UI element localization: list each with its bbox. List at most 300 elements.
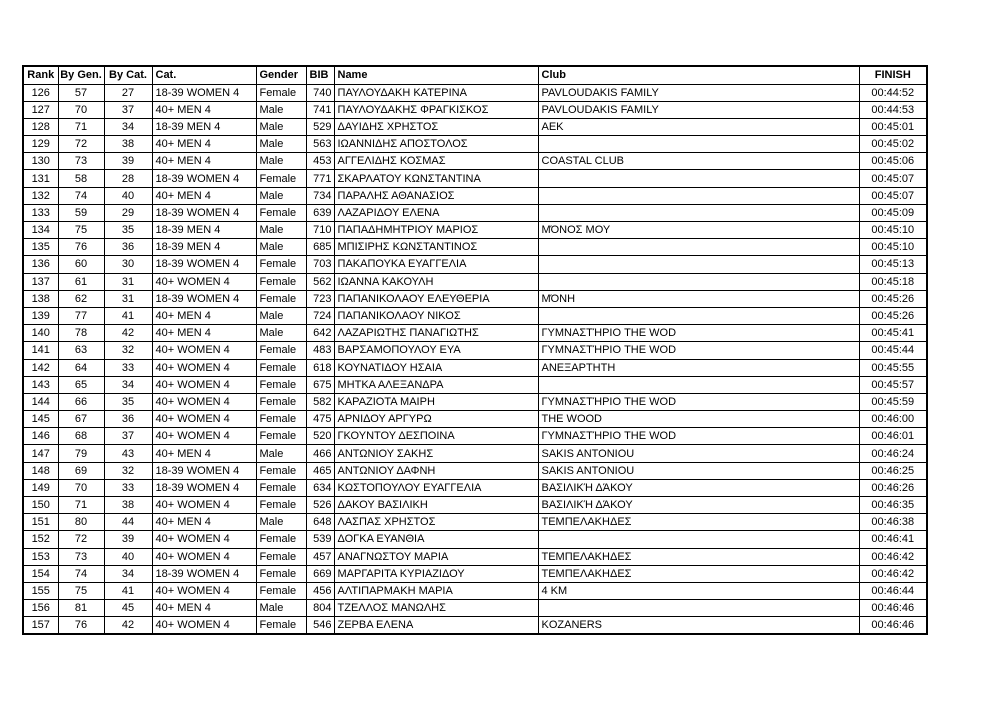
- cell-gender: Female: [256, 531, 306, 548]
- table-row: [23, 136, 927, 153]
- cell-bib: 456: [306, 582, 334, 599]
- cell-gender: Female: [256, 376, 306, 393]
- cell-by-gen: 71: [58, 118, 104, 135]
- cell-by-cat: 37: [104, 428, 152, 445]
- cell-cat: 40+ MEN 4: [152, 600, 256, 617]
- cell-club: ΓΥΜΝΑΣΤΉΡΙΟ THE WOD: [538, 342, 859, 359]
- cell-rank: 152: [23, 531, 58, 548]
- cell-club: 4 KM: [538, 582, 859, 599]
- cell-cat: 18-39 MEN 4: [152, 239, 256, 256]
- cell-rank: 131: [23, 170, 58, 187]
- cell-by-cat: 31: [104, 273, 152, 290]
- cell-gender: Female: [256, 582, 306, 599]
- col-header-rank: Rank: [23, 66, 58, 84]
- cell-bib: 618: [306, 359, 334, 376]
- cell-rank: 139: [23, 307, 58, 324]
- cell-finish: 00:45:26: [859, 290, 927, 307]
- cell-finish: 00:46:44: [859, 582, 927, 599]
- cell-finish: 00:46:46: [859, 600, 927, 617]
- cell-name: ΣΚΑΡΛΑΤΟΥ ΚΩΝΣΤΑΝΤΙΝΑ: [334, 170, 538, 187]
- cell-cat: 18-39 WOMEN 4: [152, 204, 256, 221]
- cell-name: ΠΑΥΛΟΥΔΑΚΗ ΚΑΤΕΡΙΝΑ: [334, 84, 538, 101]
- cell-rank: 157: [23, 617, 58, 634]
- cell-name: ΤΖΕΛΛΟΣ ΜΑΝΩΛΗΣ: [334, 600, 538, 617]
- cell-cat: 40+ MEN 4: [152, 101, 256, 118]
- cell-by-gen: 70: [58, 101, 104, 118]
- cell-name: ΜΑΡΓΑΡΙΤΑ ΚΥΡΙΑΖΙΔΟΥ: [334, 565, 538, 582]
- table-row: [23, 617, 927, 634]
- cell-gender: Female: [256, 204, 306, 221]
- cell-club: [538, 531, 859, 548]
- cell-cat: 18-39 WOMEN 4: [152, 462, 256, 479]
- cell-club: THE WOOD: [538, 411, 859, 428]
- cell-cat: 40+ MEN 4: [152, 325, 256, 342]
- cell-cat: 40+ WOMEN 4: [152, 393, 256, 410]
- table-row: [23, 342, 927, 359]
- cell-gender: Female: [256, 170, 306, 187]
- cell-by-cat: 42: [104, 617, 152, 634]
- table-row: [23, 376, 927, 393]
- cell-name: ΑΡΝΙΔΟΥ ΑΡΓΥΡΩ: [334, 411, 538, 428]
- cell-finish: 00:45:06: [859, 153, 927, 170]
- cell-finish: 00:45:07: [859, 170, 927, 187]
- cell-club: KOZANERS: [538, 617, 859, 634]
- cell-cat: 18-39 WOMEN 4: [152, 84, 256, 101]
- cell-finish: 00:46:41: [859, 531, 927, 548]
- cell-rank: 130: [23, 153, 58, 170]
- cell-finish: 00:45:13: [859, 256, 927, 273]
- cell-rank: 136: [23, 256, 58, 273]
- cell-cat: 18-39 WOMEN 4: [152, 290, 256, 307]
- cell-cat: 40+ WOMEN 4: [152, 497, 256, 514]
- cell-name: ΛΑΣΠΑΣ ΧΡΗΣΤΟΣ: [334, 514, 538, 531]
- cell-finish: 00:46:01: [859, 428, 927, 445]
- cell-rank: 138: [23, 290, 58, 307]
- cell-bib: 741: [306, 101, 334, 118]
- cell-name: ΑΝΑΓΝΩΣΤΟΥ ΜΑΡΙΑ: [334, 548, 538, 565]
- cell-cat: 40+ WOMEN 4: [152, 411, 256, 428]
- cell-club: PAVLOUDAKIS FAMILY: [538, 101, 859, 118]
- cell-by-gen: 60: [58, 256, 104, 273]
- cell-bib: 475: [306, 411, 334, 428]
- cell-gender: Male: [256, 101, 306, 118]
- cell-name: ΜΠΙΣΙΡΗΣ ΚΩΝΣΤΑΝΤΙΝΟΣ: [334, 239, 538, 256]
- cell-bib: 648: [306, 514, 334, 531]
- col-header-by-cat: By Cat.: [104, 66, 152, 84]
- table-row: [23, 273, 927, 290]
- cell-bib: 703: [306, 256, 334, 273]
- cell-by-cat: 27: [104, 84, 152, 101]
- cell-rank: 154: [23, 565, 58, 582]
- table-row: [23, 290, 927, 307]
- cell-gender: Male: [256, 239, 306, 256]
- cell-rank: 140: [23, 325, 58, 342]
- cell-name: ΜΗΤΚΑ ΑΛΕΞΑΝΔΡΑ: [334, 376, 538, 393]
- cell-name: ΠΑΥΛΟΥΔΑΚΗΣ ΦΡΑΓΚΙΣΚΟΣ: [334, 101, 538, 118]
- cell-by-gen: 69: [58, 462, 104, 479]
- cell-rank: 129: [23, 136, 58, 153]
- col-header-name: Name: [334, 66, 538, 84]
- table-row: [23, 531, 927, 548]
- cell-bib: 582: [306, 393, 334, 410]
- cell-finish: 00:45:07: [859, 187, 927, 204]
- cell-by-cat: 36: [104, 239, 152, 256]
- cell-by-cat: 34: [104, 376, 152, 393]
- cell-name: ΒΑΡΣΑΜΟΠΟΥΛΟΥ ΕΥΑ: [334, 342, 538, 359]
- cell-bib: 669: [306, 565, 334, 582]
- cell-club: ΜΌΝΟΣ ΜΟΥ: [538, 222, 859, 239]
- cell-bib: 771: [306, 170, 334, 187]
- cell-gender: Female: [256, 256, 306, 273]
- col-header-gender: Gender: [256, 66, 306, 84]
- cell-finish: 00:46:00: [859, 411, 927, 428]
- cell-by-gen: 70: [58, 479, 104, 496]
- cell-finish: 00:45:02: [859, 136, 927, 153]
- table-row: [23, 582, 927, 599]
- cell-club: ΒΑΣΙΛΙΚΉ ΔΆΚΟΥ: [538, 497, 859, 514]
- table-row: [23, 204, 927, 221]
- cell-gender: Male: [256, 514, 306, 531]
- cell-club: [538, 136, 859, 153]
- cell-cat: 40+ WOMEN 4: [152, 428, 256, 445]
- cell-rank: 153: [23, 548, 58, 565]
- cell-gender: Female: [256, 565, 306, 582]
- cell-name: ΠΑΠΑΝΙΚΟΛΑΟΥ ΕΛΕΥΘΕΡΙΑ: [334, 290, 538, 307]
- cell-by-cat: 40: [104, 548, 152, 565]
- cell-club: [538, 239, 859, 256]
- cell-name: ΔΟΓΚΑ ΕΥΑΝΘΙΑ: [334, 531, 538, 548]
- cell-by-gen: 74: [58, 565, 104, 582]
- cell-gender: Female: [256, 479, 306, 496]
- cell-finish: 00:46:46: [859, 617, 927, 634]
- cell-by-gen: 74: [58, 187, 104, 204]
- cell-finish: 00:44:53: [859, 101, 927, 118]
- cell-cat: 40+ MEN 4: [152, 445, 256, 462]
- cell-name: ΔΑΥΙΔΗΣ ΧΡΗΣΤΟΣ: [334, 118, 538, 135]
- cell-club: [538, 256, 859, 273]
- cell-bib: 634: [306, 479, 334, 496]
- cell-rank: 142: [23, 359, 58, 376]
- cell-bib: 804: [306, 600, 334, 617]
- col-header-cat: Cat.: [152, 66, 256, 84]
- cell-cat: 40+ WOMEN 4: [152, 359, 256, 376]
- cell-gender: Female: [256, 428, 306, 445]
- table-row: [23, 325, 927, 342]
- cell-name: ΑΝΤΩΝΙΟΥ ΣΑΚΗΣ: [334, 445, 538, 462]
- cell-club: COASTAL CLUB: [538, 153, 859, 170]
- cell-cat: 18-39 WOMEN 4: [152, 479, 256, 496]
- cell-gender: Female: [256, 359, 306, 376]
- cell-by-gen: 63: [58, 342, 104, 359]
- cell-gender: Male: [256, 600, 306, 617]
- table-row: [23, 187, 927, 204]
- cell-by-gen: 75: [58, 222, 104, 239]
- cell-cat: 40+ MEN 4: [152, 187, 256, 204]
- cell-cat: 40+ WOMEN 4: [152, 273, 256, 290]
- cell-gender: Female: [256, 497, 306, 514]
- table-row: [23, 239, 927, 256]
- cell-by-gen: 76: [58, 617, 104, 634]
- cell-by-cat: 32: [104, 342, 152, 359]
- cell-name: ΙΩΑΝΝΑ ΚΑΚΟΥΛΗ: [334, 273, 538, 290]
- cell-name: ΠΑΠΑΔΗΜΗΤΡΙΟΥ ΜΑΡΙΟΣ: [334, 222, 538, 239]
- cell-club: [538, 204, 859, 221]
- cell-name: ΑΓΓΕΛΙΔΗΣ ΚΟΣΜΑΣ: [334, 153, 538, 170]
- cell-club: SAKIS ANTONIOU: [538, 445, 859, 462]
- cell-by-cat: 34: [104, 118, 152, 135]
- cell-gender: Male: [256, 222, 306, 239]
- cell-name: ΠΑΡΑΛΗΣ ΑΘΑΝΑΣΙΟΣ: [334, 187, 538, 204]
- cell-rank: 137: [23, 273, 58, 290]
- table-row: [23, 428, 927, 445]
- cell-bib: 675: [306, 376, 334, 393]
- cell-cat: 18-39 MEN 4: [152, 118, 256, 135]
- cell-club: ΑΕΚ: [538, 118, 859, 135]
- cell-rank: 133: [23, 204, 58, 221]
- cell-bib: 562: [306, 273, 334, 290]
- cell-rank: 141: [23, 342, 58, 359]
- cell-name: ΖΕΡΒΑ ΕΛΕΝΑ: [334, 617, 538, 634]
- cell-by-cat: 45: [104, 600, 152, 617]
- cell-by-cat: 33: [104, 359, 152, 376]
- table-row: [23, 411, 927, 428]
- cell-bib: 526: [306, 497, 334, 514]
- cell-finish: 00:45:57: [859, 376, 927, 393]
- cell-by-gen: 67: [58, 411, 104, 428]
- cell-club: ΑΝΕΞΑΡΤΗΤΗ: [538, 359, 859, 376]
- cell-rank: 143: [23, 376, 58, 393]
- cell-rank: 149: [23, 479, 58, 496]
- cell-by-gen: 81: [58, 600, 104, 617]
- cell-gender: Female: [256, 290, 306, 307]
- table-row: [23, 462, 927, 479]
- cell-by-gen: 72: [58, 531, 104, 548]
- cell-club: PAVLOUDAKIS FAMILY: [538, 84, 859, 101]
- cell-rank: 150: [23, 497, 58, 514]
- cell-finish: 00:46:24: [859, 445, 927, 462]
- cell-by-cat: 31: [104, 290, 152, 307]
- cell-by-gen: 66: [58, 393, 104, 410]
- cell-by-gen: 79: [58, 445, 104, 462]
- cell-rank: 134: [23, 222, 58, 239]
- cell-club: ΜΌΝΗ: [538, 290, 859, 307]
- col-header-by-gen: By Gen.: [58, 66, 104, 84]
- cell-by-cat: 39: [104, 153, 152, 170]
- cell-bib: 685: [306, 239, 334, 256]
- table-row: [23, 307, 927, 324]
- col-header-bib: BIB: [306, 66, 334, 84]
- cell-by-gen: 75: [58, 582, 104, 599]
- cell-name: ΚΑΡΑΖΙΟΤΑ ΜΑΙΡΗ: [334, 393, 538, 410]
- cell-by-gen: 73: [58, 548, 104, 565]
- table-row: [23, 101, 927, 118]
- cell-by-gen: 71: [58, 497, 104, 514]
- cell-rank: 155: [23, 582, 58, 599]
- cell-by-gen: 59: [58, 204, 104, 221]
- cell-bib: 529: [306, 118, 334, 135]
- cell-by-cat: 33: [104, 479, 152, 496]
- cell-club: ΤΕΜΠΕΛΑΚΗΔΕΣ: [538, 514, 859, 531]
- cell-finish: 00:45:10: [859, 222, 927, 239]
- table-row: [23, 497, 927, 514]
- cell-by-cat: 37: [104, 101, 152, 118]
- table-row: [23, 565, 927, 582]
- cell-club: ΒΑΣΙΛΙΚΉ ΔΆΚΟΥ: [538, 479, 859, 496]
- table-row: [23, 548, 927, 565]
- cell-finish: 00:46:25: [859, 462, 927, 479]
- cell-bib: 724: [306, 307, 334, 324]
- cell-by-cat: 36: [104, 411, 152, 428]
- cell-rank: 127: [23, 101, 58, 118]
- cell-cat: 40+ WOMEN 4: [152, 548, 256, 565]
- cell-by-gen: 64: [58, 359, 104, 376]
- cell-name: ΠΑΠΑΝΙΚΟΛΑΟΥ ΝΙΚΟΣ: [334, 307, 538, 324]
- cell-cat: 40+ WOMEN 4: [152, 376, 256, 393]
- cell-bib: 466: [306, 445, 334, 462]
- cell-finish: 00:46:42: [859, 548, 927, 565]
- cell-rank: 126: [23, 84, 58, 101]
- cell-cat: 40+ MEN 4: [152, 514, 256, 531]
- cell-gender: Male: [256, 187, 306, 204]
- cell-gender: Female: [256, 273, 306, 290]
- cell-by-gen: 57: [58, 84, 104, 101]
- cell-bib: 453: [306, 153, 334, 170]
- table-row: [23, 359, 927, 376]
- cell-bib: 457: [306, 548, 334, 565]
- cell-club: ΤΕΜΠΕΛΑΚΗΔΕΣ: [538, 565, 859, 582]
- cell-bib: 710: [306, 222, 334, 239]
- cell-by-cat: 28: [104, 170, 152, 187]
- cell-by-cat: 44: [104, 514, 152, 531]
- cell-gender: Female: [256, 548, 306, 565]
- cell-bib: 520: [306, 428, 334, 445]
- cell-cat: 40+ MEN 4: [152, 136, 256, 153]
- cell-finish: 00:45:26: [859, 307, 927, 324]
- cell-name: ΓΚΟΥΝΤΟΥ ΔΕΣΠΟΙΝΑ: [334, 428, 538, 445]
- cell-club: [538, 600, 859, 617]
- cell-finish: 00:46:26: [859, 479, 927, 496]
- cell-name: ΑΝΤΩΝΙΟΥ ΔΑΦΝΗ: [334, 462, 538, 479]
- cell-gender: Female: [256, 617, 306, 634]
- table-row: [23, 222, 927, 239]
- cell-gender: Male: [256, 136, 306, 153]
- cell-bib: 723: [306, 290, 334, 307]
- cell-gender: Male: [256, 153, 306, 170]
- cell-bib: 639: [306, 204, 334, 221]
- cell-finish: 00:46:35: [859, 497, 927, 514]
- cell-bib: 740: [306, 84, 334, 101]
- cell-rank: 135: [23, 239, 58, 256]
- cell-cat: 40+ WOMEN 4: [152, 531, 256, 548]
- cell-by-cat: 35: [104, 393, 152, 410]
- table-row: [23, 600, 927, 617]
- cell-club: [538, 273, 859, 290]
- cell-by-gen: 76: [58, 239, 104, 256]
- cell-finish: 00:44:52: [859, 84, 927, 101]
- cell-finish: 00:45:44: [859, 342, 927, 359]
- cell-finish: 00:46:42: [859, 565, 927, 582]
- cell-by-cat: 32: [104, 462, 152, 479]
- table-row: [23, 514, 927, 531]
- cell-cat: 18-39 WOMEN 4: [152, 256, 256, 273]
- cell-club: ΓΥΜΝΑΣΤΉΡΙΟ THE WOD: [538, 393, 859, 410]
- cell-name: ΛΑΖΑΡΙΩΤΗΣ ΠΑΝΑΓΙΩΤΗΣ: [334, 325, 538, 342]
- cell-finish: 00:45:18: [859, 273, 927, 290]
- cell-gender: Female: [256, 342, 306, 359]
- table-row: [23, 84, 927, 101]
- col-header-finish: FINISH: [859, 66, 927, 84]
- table-row: [23, 445, 927, 462]
- cell-gender: Female: [256, 411, 306, 428]
- cell-name: ΠΑΚΑΠΟΥΚΑ ΕΥΑΓΓΕΛΙΑ: [334, 256, 538, 273]
- cell-by-cat: 30: [104, 256, 152, 273]
- cell-bib: 563: [306, 136, 334, 153]
- cell-club: ΓΥΜΝΑΣΤΉΡΙΟ THE WOD: [538, 428, 859, 445]
- col-header-club: Club: [538, 66, 859, 84]
- table-row: [23, 256, 927, 273]
- cell-by-cat: 34: [104, 565, 152, 582]
- cell-cat: 40+ WOMEN 4: [152, 582, 256, 599]
- cell-club: [538, 307, 859, 324]
- cell-cat: 40+ WOMEN 4: [152, 342, 256, 359]
- cell-bib: 465: [306, 462, 334, 479]
- cell-finish: 00:45:09: [859, 204, 927, 221]
- cell-by-gen: 77: [58, 307, 104, 324]
- cell-cat: 40+ WOMEN 4: [152, 617, 256, 634]
- cell-club: ΤΕΜΠΕΛΑΚΗΔΕΣ: [538, 548, 859, 565]
- cell-finish: 00:46:38: [859, 514, 927, 531]
- cell-cat: 18-39 MEN 4: [152, 222, 256, 239]
- cell-by-cat: 42: [104, 325, 152, 342]
- cell-finish: 00:45:55: [859, 359, 927, 376]
- cell-by-cat: 40: [104, 187, 152, 204]
- cell-finish: 00:45:10: [859, 239, 927, 256]
- table-row: [23, 393, 927, 410]
- cell-by-gen: 78: [58, 325, 104, 342]
- cell-rank: 148: [23, 462, 58, 479]
- cell-name: ΙΩΑΝΝΙΔΗΣ ΑΠΟΣΤΟΛΟΣ: [334, 136, 538, 153]
- cell-finish: 00:45:01: [859, 118, 927, 135]
- cell-bib: 546: [306, 617, 334, 634]
- cell-finish: 00:45:41: [859, 325, 927, 342]
- cell-by-cat: 38: [104, 136, 152, 153]
- cell-gender: Female: [256, 84, 306, 101]
- cell-bib: 539: [306, 531, 334, 548]
- cell-by-gen: 58: [58, 170, 104, 187]
- cell-gender: Female: [256, 393, 306, 410]
- cell-rank: 146: [23, 428, 58, 445]
- cell-rank: 144: [23, 393, 58, 410]
- cell-name: ΔΑΚΟΥ ΒΑΣΙΛΙΚΗ: [334, 497, 538, 514]
- cell-cat: 40+ MEN 4: [152, 307, 256, 324]
- cell-rank: 156: [23, 600, 58, 617]
- results-body: [23, 84, 927, 634]
- race-results-table: [22, 65, 928, 635]
- cell-name: ΛΑΖΑΡΙΔΟΥ ΕΛΕΝΑ: [334, 204, 538, 221]
- cell-club: SAKIS ANTONIOU: [538, 462, 859, 479]
- cell-gender: Male: [256, 307, 306, 324]
- cell-gender: Female: [256, 462, 306, 479]
- cell-by-gen: 62: [58, 290, 104, 307]
- cell-by-gen: 72: [58, 136, 104, 153]
- cell-cat: 18-39 WOMEN 4: [152, 565, 256, 582]
- cell-name: ΑΛΤΙΠΑΡΜΑΚΗ ΜΑΡΙΑ: [334, 582, 538, 599]
- cell-finish: 00:45:59: [859, 393, 927, 410]
- cell-bib: 734: [306, 187, 334, 204]
- cell-rank: 151: [23, 514, 58, 531]
- table-row: [23, 118, 927, 135]
- cell-rank: 128: [23, 118, 58, 135]
